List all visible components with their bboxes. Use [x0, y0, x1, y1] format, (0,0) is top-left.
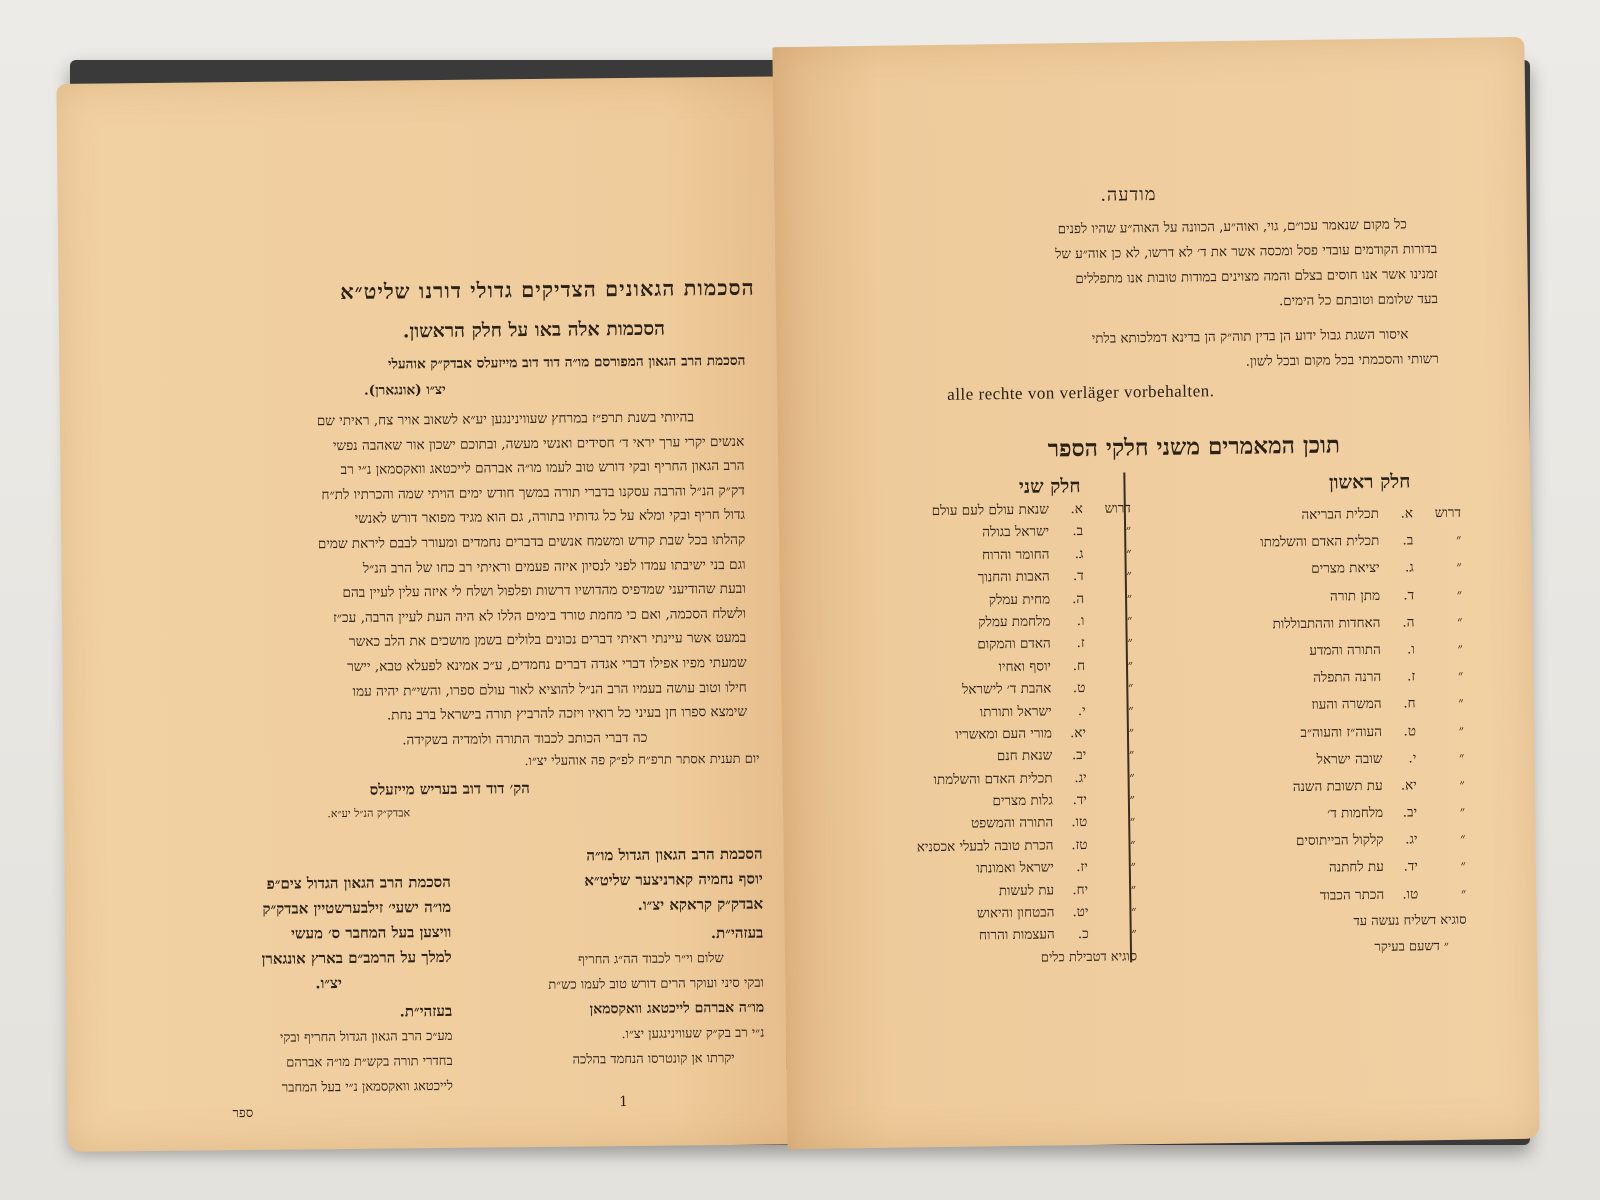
toc-item-number: ה. [1402, 614, 1415, 631]
notice-paragraph2 [838, 322, 1439, 380]
toc-item-number: יד. [1403, 858, 1418, 876]
approbation1-line: הרב הגאון החריף ובקי דורש טוב לעמו מו״ה אברהם לייכטאג וואקסמאן נ״י רב [340, 457, 745, 479]
part1-footer-line2: ״ דשעם בעיקר [1374, 938, 1450, 955]
approbations-main-title: הסכמות הגאונים הצדיקים גדולי דורנו שליט״א [340, 274, 755, 305]
toc-item-title: קלקול הבייתוסים [1295, 832, 1384, 850]
notice-paragraph1 [837, 212, 1438, 320]
approbation1-heading-line2: יצ״ו (אונגארן). [363, 381, 446, 399]
toc-item-title: ישראל ואמונתו [976, 859, 1054, 877]
approbation2-line: מו״ה אברהם לייכטאג וואקסמאן [589, 999, 765, 1018]
toc-item-prefix: ״ [1457, 613, 1463, 630]
notice-line: כל מקום שנאמר עכו״ם, גוי, ואוה״ע, הכוונה על האוה״ע שהיו לפנים [1057, 217, 1407, 238]
toc-item-title: החומר והרוח [981, 546, 1050, 564]
toc-item-number: יח. [1072, 881, 1089, 898]
toc-item-title: שנאת עולם לעם עולם [931, 501, 1049, 520]
approbation1-line: כה דברי הכותב לכבוד התורה ולומדיה בשקידה. [402, 729, 648, 749]
approbation1-line: במעט אשר עיינתי ראיתי דברים נכונים בלולים בשמן מושכים את הלב כאשר [348, 630, 747, 651]
toc-item-number: יב. [1071, 747, 1087, 764]
toc-item-prefix: ״ [1128, 701, 1134, 718]
toc-item-title: הכתר הכבוד [1319, 886, 1385, 904]
part1-list [1141, 500, 1467, 964]
toc-item-prefix: דרוש [1104, 500, 1131, 517]
toc-item-number: ו. [1406, 641, 1415, 658]
notice-line: זמנינו אשר אנו חוסים בצלם והמה מצוינים במודות טובות אנו מתפללים [1075, 267, 1438, 288]
toc-item-number: א. [1070, 501, 1083, 518]
approbation1-line: קהלתו בכל שבת קודש ומשמח אנשים בדברים נחמדים ומעורר לבבם ליראת שמים [317, 531, 746, 553]
toc-item-title: יציאת מצרים [1311, 560, 1380, 578]
part2-list [811, 497, 1138, 973]
toc-item-title: עת לחתנה [1328, 859, 1384, 877]
toc-item-title: המשרה והעוז [1311, 696, 1382, 714]
right-page [772, 37, 1539, 1149]
toc-item-title: תכלית האדם והשלמתו [1260, 533, 1380, 551]
approbation3-heading: וויצען בעל המחבר ס׳ מעשי [290, 922, 452, 943]
toc-item-prefix: ״ [1456, 531, 1462, 548]
toc-item-title: האחדות וההתבוללות [1272, 614, 1381, 633]
toc-item-prefix: ״ [1456, 586, 1463, 603]
toc-item-number: ג. [1404, 559, 1414, 576]
toc-item-prefix: ״ [1128, 724, 1135, 741]
approbation2-opening: בעזהי״ת. [710, 923, 764, 943]
toc-item-title: אהבת ד׳ לישראל [961, 680, 1052, 698]
approbation3-column [161, 870, 454, 1127]
toc-item-prefix: ״ [1460, 858, 1466, 875]
toc-title: תוכן המאמרים משני חלקי הספר [1047, 431, 1341, 463]
toc-item-number: ז. [1076, 635, 1085, 652]
toc-item-prefix: ״ [1126, 545, 1132, 562]
approbation2-heading: הסכמת הרב הגאון הגדול מו״ה [586, 844, 763, 865]
toc-item-prefix: ״ [1130, 836, 1136, 853]
part2-items [811, 497, 1137, 949]
approbation2-line: שלום וי״ר לכבוד הה״ג החריף [578, 951, 724, 968]
toc-item-number: ז. [1407, 668, 1416, 685]
approbation1-line: ובעת שהודיעני שמדפיס מהדושיו דרשות ופלפול ושלח לי איזה עלין לעיין בהם [342, 580, 746, 602]
approbation1-line: חילו וטוב עושה בעמיו הרב הנ״ל להוציא לאור עולם ספרו, והשי״ת יהיה עמו [352, 679, 747, 700]
toc-item-prefix: ״ [1125, 522, 1132, 539]
approbation3-line: ספר [232, 1105, 254, 1122]
toc-item-number: ד. [1403, 586, 1415, 604]
notice-title: מודעה. [1100, 183, 1157, 206]
toc-item-prefix: ״ [1459, 803, 1466, 820]
toc-item-title: הכרת טובה לבעלי אכסניא [916, 837, 1054, 856]
rights-reserved-notice: alle rechte von verläger vorbehalten. [947, 381, 1215, 404]
toc-item-title: מורי העם ומאשריו [955, 725, 1053, 743]
toc-item-number: טו. [1402, 885, 1419, 903]
approbation3-line: מע״כ הרב הגאון הגדול החריף ובקי [279, 1028, 453, 1046]
toc-item-prefix: ״ [1127, 612, 1133, 629]
toc-item-title: תכלית הבריאה [1301, 505, 1380, 523]
approbation3-opening: בעזהי״ת. [399, 1001, 453, 1021]
toc-item-number: כ. [1077, 926, 1089, 943]
toc-item-number: יא. [1069, 724, 1087, 742]
approbation1-line: גדול חריף ובקי ומלא על כל גדותיו בתורה, גם הוא מגיד מפואר דורש לאנשי [354, 507, 746, 528]
toc-item-number: ט. [1072, 680, 1086, 697]
toc-item-number: טז. [1071, 836, 1088, 854]
approbation1-heading: הסכמת הרב הגאון המפורסם מו״ה דוד דוב מייזעלס אבדק״ק אוהעלי [387, 352, 746, 373]
part1-title: חלק ראשון [1328, 470, 1411, 494]
approbation3-heading: יצ״ו. [315, 974, 342, 993]
toc-item-title: תכלית האדם והשלמתו [933, 770, 1053, 788]
toc-item-title: הבטחון והיאוש [976, 904, 1055, 922]
toc-item-number: ה. [1071, 590, 1085, 607]
toc-item-title: יוסף ואחיו [998, 658, 1052, 675]
toc-item-prefix: ״ [1127, 634, 1133, 651]
toc-item-prefix: ״ [1460, 830, 1466, 848]
toc-item-number: יז. [1076, 859, 1088, 876]
approbation2-line: ובקי סיני ועוקר הרים דורש טוב לעמו כש״ת [548, 975, 764, 993]
toc-item-prefix: ״ [1131, 903, 1137, 920]
approbation1-line: שמעתי מפיו אפילו דברי אגדה דברים נחמדים, ע״כ אמינא לפעלא טבא, יישר [346, 654, 747, 675]
toc-item-prefix: ״ [1130, 858, 1136, 875]
toc-item-number: י. [1077, 702, 1086, 719]
toc-item-number: יא. [1400, 777, 1417, 794]
approbation2-heading: אבדק״ק קראקא יצ״ו. [637, 894, 764, 914]
toc-item-title: מלחמת עמלק [978, 613, 1051, 631]
toc-item-number: טו. [1071, 814, 1088, 831]
toc-item-title: העוה״ז והעוה״ב [1300, 723, 1383, 741]
toc-item-number: ד. [1072, 568, 1084, 585]
toc-item-prefix: ״ [1129, 769, 1135, 786]
part2-footer-line: סוגיא דטבילת כלים [1040, 949, 1138, 966]
toc-item [1146, 880, 1466, 912]
toc-item-number: יט. [1072, 904, 1089, 921]
part2-title: חלק שני [1018, 475, 1081, 498]
approbation2-line: יקרתו אן קונטרסו הנחמד בהלכה [572, 1050, 735, 1068]
toc-item-title: גלות מצרים [992, 792, 1053, 810]
approbation2-line: נ״י רב בק״ק שעווינינגען יצ״ו. [621, 1025, 765, 1043]
toc-item-prefix: ״ [1129, 813, 1136, 830]
approbation1-signature-sub: אבדק״ק הנ״ל יע״א. [327, 806, 411, 821]
part1-items [1141, 500, 1467, 912]
toc-item-title: מתן תורה [1329, 587, 1381, 605]
approbation1-line: ולשלח הסכמה, ואם כי מחמת טורד בימים הללו לא היה העת לעיין הרבה, עכ״ז [332, 605, 747, 626]
toc-item-prefix: ״ [1130, 880, 1137, 898]
toc-item-prefix: ״ [1457, 667, 1464, 684]
toc-item-prefix: ״ [1126, 567, 1132, 584]
toc-item-prefix: ״ [1126, 589, 1133, 606]
toc-item-prefix: ״ [1131, 925, 1137, 942]
notice-line: בעד שלומם וטובתם כל הימים. [1278, 292, 1439, 310]
toc-item-title: ישראל ותורתו [979, 702, 1052, 720]
approbation3-heading: הסכמת הרב הגאון הגדול צים״פ [266, 872, 451, 893]
toc-item-prefix: דרוש [1434, 504, 1462, 522]
toc-item-number: ו. [1076, 612, 1085, 630]
approbation3-heading: מו״ה ישעי׳ זילבערשטיין אבדק״ק [262, 897, 452, 918]
approbation2-heading: יוסף נחמיה קארניצער שליט״א [584, 869, 763, 890]
approbation1-line: שימצא ספרו חן בעיני כל רואיו ויזכה להרביץ תורה בישראל ברב נחת. [386, 703, 748, 724]
part1-footer-line1: סוגיא דשליח נעשה עד [1353, 912, 1467, 930]
notice-line: רשותי והסכמתי בכל מקום ובכל לשון. [1245, 352, 1439, 370]
toc-item-title: האבות והחנוך [977, 568, 1050, 586]
toc-item-prefix: ״ [1128, 679, 1134, 696]
toc-item-number: י. [1408, 750, 1417, 767]
toc-item-prefix: ״ [1458, 722, 1465, 739]
toc-item-title: התורה והמדע [1309, 641, 1381, 659]
toc-item-number: ח. [1403, 695, 1416, 712]
toc-item-number: ג. [1074, 545, 1084, 562]
toc-item-title: עת תשובת השנה [1292, 777, 1383, 795]
approbation1-signature: הק׳ דוד דוב בעריש מייזעלס [369, 779, 530, 799]
toc-item-title: ישראל בגולה [982, 523, 1050, 541]
toc-item-title: העצמות והרוח [978, 926, 1055, 944]
toc-item-prefix: ״ [1458, 695, 1464, 712]
toc-item-number: ח. [1072, 657, 1086, 674]
toc-item-prefix: ״ [1459, 749, 1465, 766]
toc-item-prefix: ״ [1457, 640, 1463, 657]
approbation1-line: אנשים יקרי ערך יראי ד׳ חסידים ואנשי מעשה, ובתוכם ישכון אור שאהבה נפשי [332, 433, 745, 454]
notice-line: איסור השגת גבול ידוע הן בדין תוה״ק הן בדינא דמלכותא בלתי [1091, 327, 1409, 347]
toc-item-number: יג. [1405, 831, 1418, 848]
approbations-subtitle: הסכמות אלה באו על חלק הראשון. [402, 317, 666, 343]
approbation1-line: דק״ק הנ״ל והרבה עסקנו בדברי תורה במשך חודש ימים הויתי שמה והכרתיו לת״ח [321, 482, 745, 504]
toc-item-number: א. [1400, 505, 1414, 522]
toc-item-number: ב. [1072, 523, 1084, 540]
toc-item-title: מלחמות ד׳ [1327, 804, 1384, 822]
toc-item-prefix: ״ [1129, 791, 1135, 808]
toc-item-prefix: ״ [1456, 559, 1462, 576]
toc-item-prefix: ״ [1460, 885, 1467, 902]
toc-item-number: ט. [1403, 722, 1417, 740]
approbation1-line: וגם בני ישיבתו עמדו לפני לנסיון איזה פעמים וראיתי רב כחו של הרב הנ״ל [362, 556, 746, 577]
toc-item-number: יג. [1074, 769, 1087, 786]
toc-item-title: התורה והמשפט [970, 814, 1054, 833]
toc-item-number: יד. [1072, 792, 1087, 809]
approbation3-heading: למלך על הרמב״ם בארץ אונגארן [261, 947, 452, 968]
toc-item-prefix: ״ [1459, 776, 1465, 793]
approbation3-line: לייכטאג וואקסמאן נ״י בעל המחבר [281, 1078, 454, 1096]
toc-item-number: יב. [1402, 804, 1418, 821]
left-page [56, 76, 823, 1152]
approbation1-line: בהיותי בשנת תרפ״ז במרחץ שעווינינגען יע״א לשאוב אויר צח, ראיתי שם [316, 409, 695, 430]
toc-item-prefix: ״ [1129, 746, 1135, 763]
approbation3-line: בחדרי תורה בקש״ת מו״ה אברהם [286, 1053, 453, 1071]
notice-line: בדורות הקודמים עובדי פסל ומכסה אשר את ד׳ לא דרשו, לא כן אוה״ע של [1055, 242, 1438, 263]
toc-item-prefix: ״ [1127, 657, 1134, 674]
toc-item-title: שובה ישראל [1316, 750, 1383, 768]
toc-item-title: האדם והמקום [977, 635, 1051, 653]
page-number: 1 [619, 1094, 629, 1111]
toc-item-title: הרנה התפלה [1313, 668, 1382, 686]
approbation2-column [482, 842, 764, 1074]
toc-item-number: ב. [1402, 532, 1414, 549]
toc-item-title: מחית עמלק [988, 591, 1051, 608]
approbation1-date: יום תענית אסתר תרפ״ח לפ״ק פה אוהעלי יצ״ו. [524, 751, 760, 770]
toc-item-title: שנאת חנם [996, 747, 1053, 765]
toc-item-title: עת לעשות [998, 882, 1055, 899]
approbation1-body [134, 405, 748, 756]
